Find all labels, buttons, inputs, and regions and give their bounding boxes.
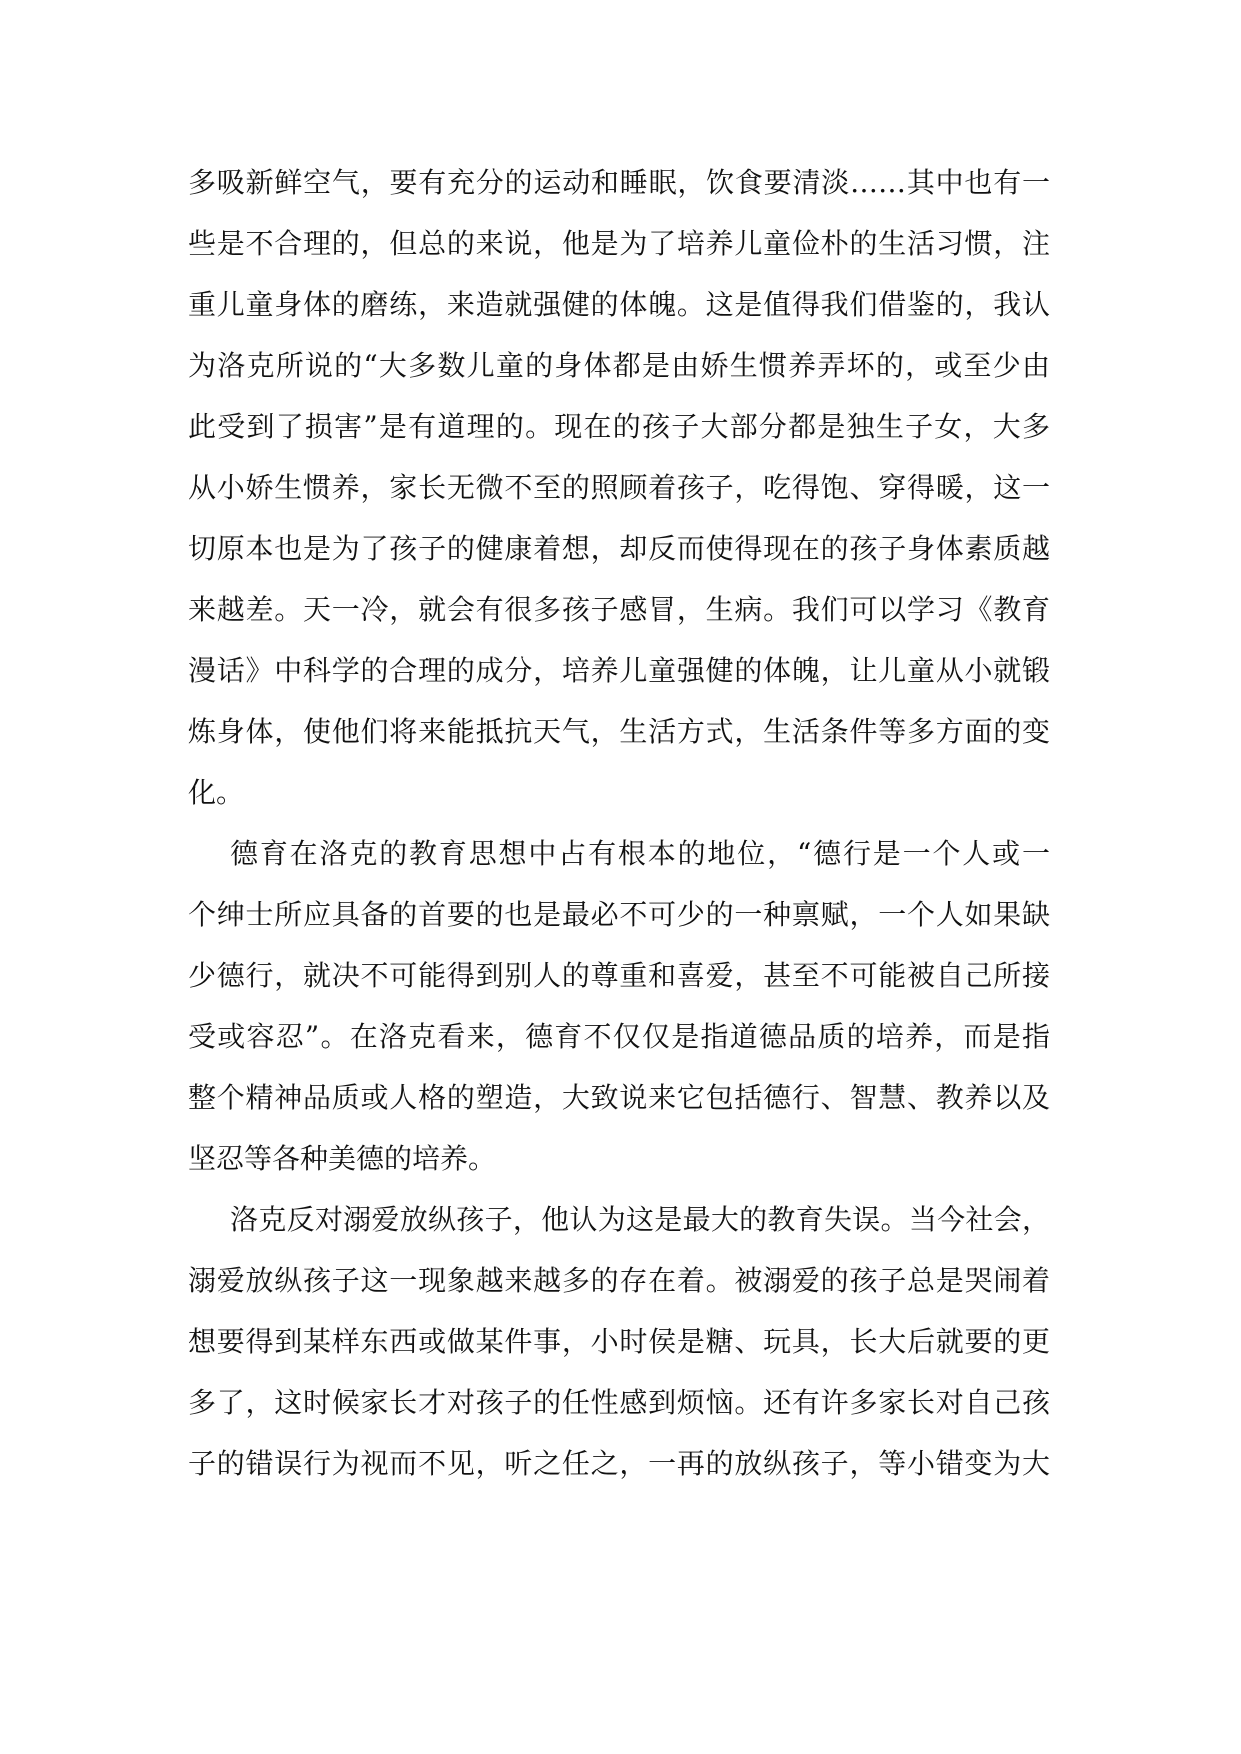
text-line: 子的错误行为视而不见，听之任之，一再的放纵孩子，等小错变为大 <box>188 1447 1050 1480</box>
text-line: 切原本也是为了孩子的健康着想，却反而使得现在的孩子身体素质越 <box>188 532 1050 565</box>
text-line: 个绅士所应具备的首要的也是最必不可少的一种禀赋，一个人如果缺 <box>188 898 1050 931</box>
text-line: 德育在洛克的教育思想中占有根本的地位，“德行是一个人或一 <box>230 837 1050 870</box>
text-line: 多了，这时候家长才对孩子的任性感到烦恼。还有许多家长对自己孩 <box>188 1386 1050 1419</box>
text-line: 整个精神品质或人格的塑造，大致说来它包括德行、智慧、教养以及 <box>188 1081 1050 1114</box>
text-line: 从小娇生惯养，家长无微不至的照顾着孩子，吃得饱、穿得暖，这一 <box>188 471 1050 504</box>
text-line: 多吸新鲜空气，要有充分的运动和睡眠，饮食要清淡……其中也有一 <box>188 166 1050 199</box>
paragraph <box>188 823 1050 1189</box>
text-line: 炼身体，使他们将来能抵抗天气，生活方式，生活条件等多方面的变 <box>188 715 1050 748</box>
text-line: 来越差。天一冷，就会有很多孩子感冒，生病。我们可以学习《教育 <box>188 593 1050 626</box>
body-text <box>188 152 1050 1494</box>
paragraph <box>188 152 1050 823</box>
text-line: 少德行，就决不可能得到别人的尊重和喜爱，甚至不可能被自己所接 <box>188 959 1050 992</box>
text-line: 想要得到某样东西或做某件事，小时侯是糖、玩具，长大后就要的更 <box>188 1325 1050 1358</box>
text-line: 漫话》中科学的合理的成分，培养儿童强健的体魄，让儿童从小就锻 <box>188 654 1050 687</box>
text-line: 些是不合理的，但总的来说，他是为了培养儿童俭朴的生活习惯，注 <box>188 227 1050 260</box>
text-line: 为洛克所说的“大多数儿童的身体都是由娇生惯养弄坏的，或至少由 <box>188 349 1050 382</box>
text-line: 坚忍等各种美德的培养。 <box>188 1142 497 1175</box>
text-line: 洛克反对溺爱放纵孩子，他认为这是最大的教育失误。当今社会， <box>230 1203 1050 1236</box>
text-line: 化。 <box>188 776 245 809</box>
paragraph <box>188 1189 1050 1494</box>
text-line: 溺爱放纵孩子这一现象越来越多的存在着。被溺爱的孩子总是哭闹着 <box>188 1264 1050 1297</box>
text-line: 此受到了损害”是有道理的。现在的孩子大部分都是独生子女，大多 <box>188 410 1050 443</box>
text-line: 受或容忍”。在洛克看来，德育不仅仅是指道德品质的培养，而是指 <box>188 1020 1050 1053</box>
text-line: 重儿童身体的磨练，来造就强健的体魄。这是值得我们借鉴的，我认 <box>188 288 1050 321</box>
